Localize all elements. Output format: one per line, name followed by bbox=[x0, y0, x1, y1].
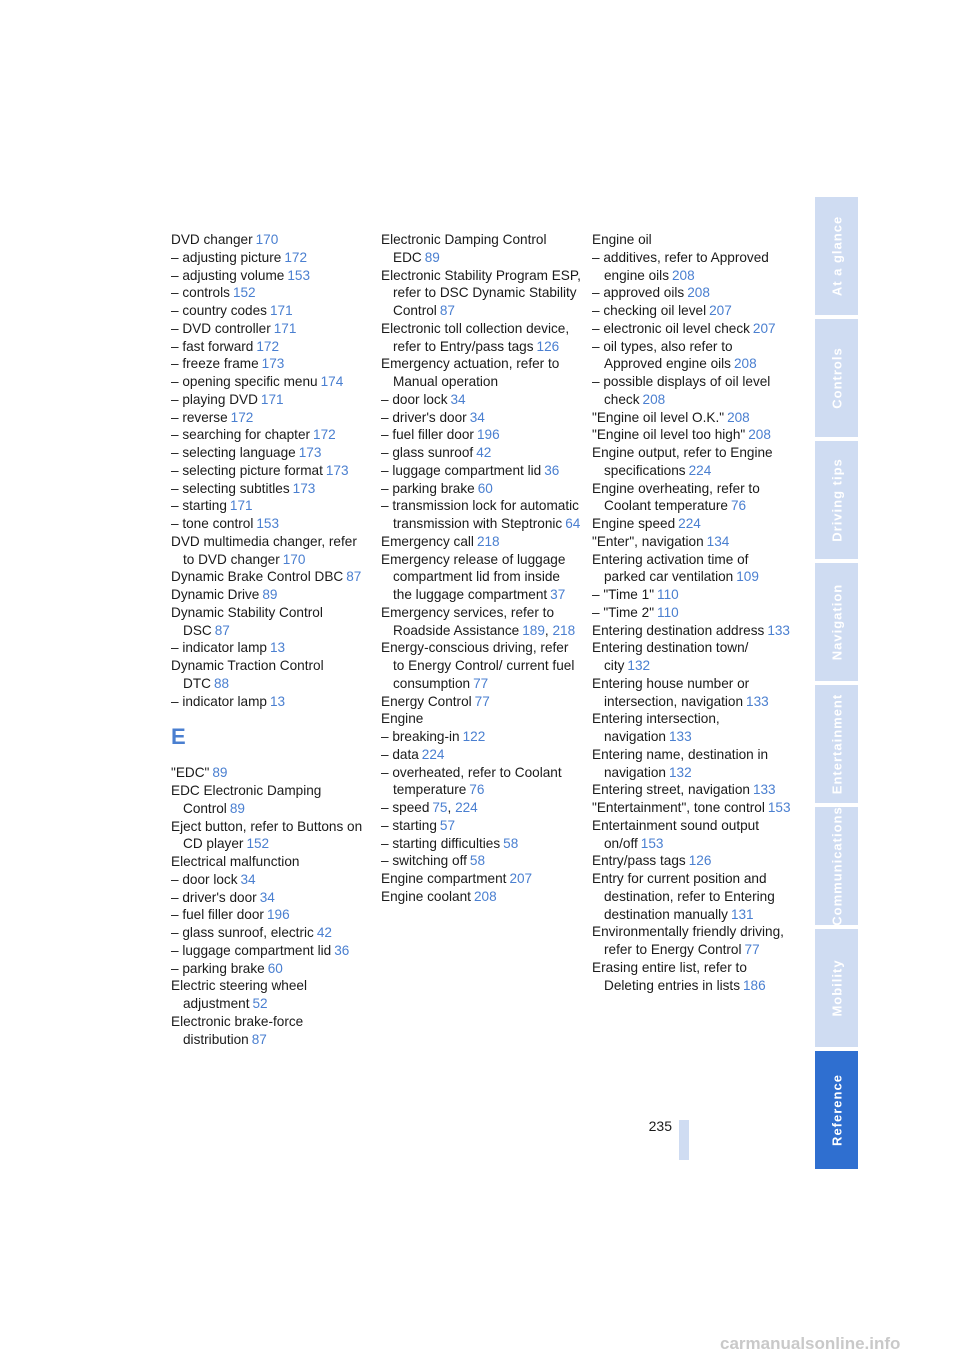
index-entry bbox=[171, 871, 371, 889]
entry-text: – switching off bbox=[381, 853, 467, 869]
entry-text: Electronic Stability Program ESP, refer to DSC Dynamic Stability Control bbox=[381, 267, 581, 318]
entry-text: – oil types, also refer to Approved engine oils bbox=[592, 338, 733, 372]
index-entry bbox=[592, 426, 792, 444]
page-reference-link[interactable]: 207 bbox=[509, 871, 533, 886]
entry-text: – selecting subtitles bbox=[171, 480, 290, 496]
page-reference-link[interactable]: 153 bbox=[640, 835, 664, 851]
page-reference-link[interactable]: 131 bbox=[730, 906, 754, 922]
index-entry bbox=[592, 586, 792, 604]
entry-text: – DVD controller bbox=[171, 320, 271, 336]
page-reference-link[interactable]: 75 bbox=[432, 800, 448, 815]
index-entry bbox=[171, 977, 371, 1013]
entry-text: EDC Electronic Damping Control bbox=[171, 783, 322, 816]
page-reference-link[interactable]: 153 bbox=[767, 800, 791, 815]
entry-text: – glass sunroof, electric bbox=[171, 925, 314, 940]
entry-text: – door lock bbox=[171, 871, 238, 887]
sidebar-tab-reference[interactable] bbox=[815, 1051, 858, 1169]
entry-text: Electronic brake-force distribution bbox=[171, 1013, 304, 1047]
index-entry bbox=[592, 551, 792, 587]
page-reference-link[interactable]: 171 bbox=[273, 320, 297, 336]
index-entry bbox=[171, 764, 371, 782]
index-entry bbox=[592, 231, 792, 249]
entry-text: DVD multimedia changer, refer to DVD changer bbox=[171, 533, 357, 567]
sidebar-tab-at-a-glance[interactable] bbox=[815, 197, 858, 315]
entry-text: – searching for chapter bbox=[171, 427, 311, 443]
index-entry bbox=[171, 942, 371, 960]
entry-text: – fuel filler door bbox=[171, 907, 264, 923]
page-reference-link[interactable]: 208 bbox=[733, 356, 757, 372]
entry-text: Emergency call bbox=[381, 533, 474, 549]
entry-text: "Entertainment", tone control bbox=[592, 800, 765, 815]
entry-text: – breaking-in bbox=[381, 729, 460, 744]
entry-text: Emergency services, refer to Roadside Assistance bbox=[381, 604, 555, 638]
page-reference-link[interactable]: 110 bbox=[657, 604, 679, 620]
sidebar-tab-label: Entertainment bbox=[829, 693, 844, 795]
index-entry bbox=[381, 267, 581, 320]
page-reference-link[interactable]: 89 bbox=[229, 800, 245, 816]
index-entry bbox=[171, 426, 371, 444]
index-entry bbox=[381, 710, 581, 728]
sidebar-tab-label: Mobility bbox=[829, 959, 844, 1017]
index-entry bbox=[171, 657, 371, 693]
index-entry bbox=[381, 604, 581, 640]
entry-text: – fuel filler door bbox=[381, 427, 474, 443]
entry-text: – opening specific menu bbox=[171, 374, 318, 389]
entry-text: – additives, refer to Approved engine oils bbox=[592, 249, 769, 283]
entry-text: Emergency release of luggage compartment lid from inside the luggage compartment bbox=[381, 551, 566, 602]
entry-text: Entering name, destination in navigation bbox=[592, 746, 769, 780]
entry-text: "Enter", navigation bbox=[592, 533, 704, 549]
page-reference-link[interactable]: 77 bbox=[744, 942, 760, 957]
page-reference-link[interactable]: 89 bbox=[424, 249, 440, 265]
entry-text: Energy-conscious driving, refer to Energy Control/ current fuel consumption bbox=[381, 640, 575, 691]
page-reference-link[interactable]: 13 bbox=[269, 693, 286, 709]
page-reference-link[interactable]: 34 bbox=[469, 409, 485, 425]
page-reference-link[interactable]: 88 bbox=[213, 675, 230, 691]
index-entry bbox=[171, 231, 371, 249]
entry-text: – fast forward bbox=[171, 338, 254, 354]
page-reference-link[interactable]: 224 bbox=[678, 516, 701, 531]
index-entry bbox=[592, 781, 792, 799]
page-reference-link[interactable]: 60 bbox=[267, 960, 283, 976]
entry-text: – checking oil level bbox=[592, 303, 707, 318]
index-entry bbox=[171, 818, 371, 854]
sidebar-tab-navigation[interactable] bbox=[815, 563, 858, 681]
page-reference-link[interactable]: 196 bbox=[266, 907, 290, 923]
page-reference-link[interactable]: 134 bbox=[706, 533, 730, 549]
page-reference-link[interactable]: 189 bbox=[522, 622, 545, 638]
page-separator: , bbox=[544, 622, 553, 638]
page-reference-link[interactable]: 170 bbox=[255, 232, 279, 247]
index-entry bbox=[171, 497, 371, 515]
page-reference-link[interactable]: 171 bbox=[269, 303, 293, 318]
index-entry bbox=[592, 852, 792, 870]
entry-text: – luggage compartment lid bbox=[381, 462, 542, 478]
index-entry bbox=[171, 355, 371, 373]
page-reference-link[interactable]: 218 bbox=[552, 622, 576, 638]
index-entry bbox=[381, 835, 581, 853]
page-reference-link[interactable]: 172 bbox=[230, 409, 254, 425]
entry-text: Dynamic Traction Control DTC bbox=[171, 658, 324, 691]
entry-text: – door lock bbox=[381, 391, 448, 407]
entry-text: Engine coolant bbox=[381, 888, 471, 904]
index-entry bbox=[171, 782, 371, 818]
page-reference-link[interactable]: 57 bbox=[439, 817, 456, 833]
index-entry bbox=[171, 249, 371, 267]
page-reference-link[interactable]: 52 bbox=[252, 996, 268, 1011]
page-reference-link[interactable]: 36 bbox=[544, 462, 560, 478]
page-reference-link[interactable]: 208 bbox=[748, 427, 771, 443]
page-reference-link[interactable]: 87 bbox=[346, 569, 362, 585]
page-reference-link[interactable]: 208 bbox=[642, 391, 666, 407]
page-reference-link[interactable]: 110 bbox=[657, 587, 679, 602]
index-entry bbox=[171, 906, 371, 924]
page-reference-link[interactable]: 207 bbox=[752, 320, 776, 336]
page-reference-link[interactable]: 224 bbox=[688, 462, 712, 478]
page-reference-link[interactable]: 42 bbox=[316, 925, 332, 940]
index-entry bbox=[171, 693, 371, 711]
index-entry bbox=[381, 746, 581, 764]
index-entry bbox=[171, 444, 371, 462]
index-entry bbox=[171, 302, 371, 320]
sidebar-tab-communications[interactable] bbox=[815, 807, 858, 925]
page-reference-link[interactable]: 173 bbox=[261, 356, 285, 372]
entry-text: Entertainment sound output on/off bbox=[592, 817, 760, 851]
entry-text: Engine overheating, refer to Coolant temperature bbox=[592, 480, 760, 514]
index-entry bbox=[171, 853, 371, 871]
entry-text: Electronic Damping Control EDC bbox=[381, 232, 547, 265]
page-reference-link[interactable]: 13 bbox=[269, 640, 286, 656]
index-entry bbox=[592, 320, 792, 338]
page-reference-link[interactable]: 171 bbox=[260, 391, 284, 407]
page-reference-link[interactable]: 87 bbox=[439, 303, 455, 318]
entry-text: Engine oil bbox=[592, 232, 652, 247]
entry-text: Entry/pass tags bbox=[592, 853, 686, 869]
page-reference-link[interactable]: 133 bbox=[767, 622, 790, 638]
index-entry bbox=[381, 870, 581, 888]
index-entry bbox=[381, 817, 581, 835]
page-reference-link[interactable]: 60 bbox=[477, 480, 493, 496]
entry-text: – tone control bbox=[171, 516, 254, 531]
index-entry bbox=[171, 604, 371, 640]
entry-text: – starting bbox=[381, 817, 437, 833]
sidebar-tab-entertainment[interactable] bbox=[815, 685, 858, 803]
index-entry bbox=[381, 231, 581, 267]
entry-text: – driver's door bbox=[381, 409, 467, 425]
entry-text: – starting bbox=[171, 498, 227, 514]
page-reference-link[interactable]: 172 bbox=[313, 427, 336, 443]
entry-text: "EDC" bbox=[171, 765, 210, 781]
entry-text: DVD changer bbox=[171, 232, 253, 247]
index-entry bbox=[592, 409, 792, 427]
index-entry bbox=[592, 302, 792, 320]
index-entry bbox=[171, 284, 371, 302]
index-column-1 bbox=[171, 231, 371, 1048]
index-entry bbox=[171, 480, 371, 498]
sidebar-tab-label: Reference bbox=[829, 1074, 844, 1146]
entry-text: – overheated, refer to Coolant temperature bbox=[381, 764, 562, 798]
entry-text: – adjusting volume bbox=[171, 267, 285, 283]
page-reference-link[interactable]: 152 bbox=[232, 285, 256, 301]
index-entry bbox=[171, 889, 371, 907]
index-entry bbox=[592, 675, 792, 711]
page-reference-link[interactable]: 77 bbox=[473, 675, 489, 691]
entry-text: – driver's door bbox=[171, 889, 257, 905]
sidebar-tab-driving-tips[interactable] bbox=[815, 441, 858, 559]
index-entry bbox=[592, 284, 792, 302]
entry-text: – luggage compartment lid bbox=[171, 942, 332, 958]
entry-text: – approved oils bbox=[592, 285, 685, 301]
index-entry bbox=[592, 338, 792, 374]
index-entry bbox=[592, 639, 792, 675]
page-reference-link[interactable]: 89 bbox=[212, 765, 228, 781]
entry-text: Emergency actuation, refer to Manual operation bbox=[381, 356, 560, 389]
sidebar-tab-label: Communications bbox=[829, 806, 844, 926]
entry-text: Engine output, refer to Engine specifications bbox=[592, 445, 773, 478]
index-entry bbox=[592, 923, 792, 959]
page-reference-link[interactable]: 133 bbox=[746, 693, 769, 709]
page-reference-link[interactable]: 186 bbox=[743, 977, 766, 993]
page-reference-link[interactable]: 89 bbox=[262, 587, 278, 602]
entry-text: Engine compartment bbox=[381, 871, 507, 886]
page-reference-link[interactable]: 173 bbox=[325, 462, 349, 478]
entry-text: – selecting language bbox=[171, 445, 296, 460]
index-entry bbox=[171, 338, 371, 356]
page-reference-link[interactable]: 208 bbox=[672, 267, 695, 283]
entry-text: Entry for current position and destination, refer to Entering destination manually bbox=[592, 871, 775, 922]
index-entry bbox=[381, 355, 581, 391]
index-entry bbox=[171, 1013, 371, 1049]
entry-text: – possible displays of oil level check bbox=[592, 374, 771, 407]
page-reference-link[interactable]: 174 bbox=[320, 374, 344, 389]
entry-text: – reverse bbox=[171, 409, 228, 425]
index-entry bbox=[171, 533, 371, 569]
sidebar-tab-label: Controls bbox=[829, 347, 844, 409]
index-entry bbox=[592, 604, 792, 622]
entry-text: Entering destination town/ city bbox=[592, 640, 749, 673]
index-entry bbox=[381, 551, 581, 604]
entry-text: Entering activation time of parked car ventilation bbox=[592, 551, 749, 585]
index-entry bbox=[592, 373, 792, 409]
index-entry bbox=[381, 639, 581, 692]
page-reference-link[interactable]: 132 bbox=[668, 764, 692, 780]
entry-text: Entering house number or intersection, navigation bbox=[592, 675, 750, 709]
entry-text: – parking brake bbox=[381, 480, 475, 496]
page-reference-link[interactable]: 36 bbox=[334, 942, 350, 958]
index-entry bbox=[381, 462, 581, 480]
entry-text: Electrical malfunction bbox=[171, 854, 300, 869]
page-reference-link[interactable]: 133 bbox=[668, 729, 692, 744]
index-entry bbox=[592, 480, 792, 516]
index-entry bbox=[592, 622, 792, 640]
index-entry bbox=[171, 960, 371, 978]
index-entry bbox=[171, 515, 371, 533]
entry-text: Eject button, refer to Buttons on CD player bbox=[171, 818, 363, 852]
page-reference-link[interactable]: 170 bbox=[282, 551, 306, 567]
page-reference-link[interactable]: 132 bbox=[627, 658, 651, 673]
index-entry bbox=[592, 249, 792, 285]
footer-watermark: carmanualsonline.info bbox=[720, 1334, 901, 1353]
page-reference-link[interactable]: 87 bbox=[214, 622, 230, 638]
entry-text: – data bbox=[381, 746, 419, 762]
page-reference-link[interactable]: 153 bbox=[287, 267, 311, 283]
page-reference-link[interactable]: 224 bbox=[455, 800, 478, 815]
index-entry bbox=[381, 764, 581, 800]
index-entry bbox=[381, 320, 581, 356]
entry-text: – adjusting picture bbox=[171, 249, 282, 265]
index-entry bbox=[381, 799, 581, 817]
page-reference-link[interactable]: 58 bbox=[503, 835, 519, 851]
entry-text: – parking brake bbox=[171, 960, 265, 976]
page-number: 235 bbox=[648, 1118, 672, 1134]
page-reference-link[interactable]: 77 bbox=[474, 693, 490, 709]
entry-text: Engine bbox=[381, 711, 424, 727]
entry-text: – "Time 2" bbox=[592, 604, 655, 620]
entry-text: – transmission lock for automatic transmission with Steptronic bbox=[381, 498, 579, 531]
entry-text: Erasing entire list, refer to Deleting entries in lists bbox=[592, 959, 747, 993]
entry-text: "Engine oil level too high" bbox=[592, 427, 746, 443]
index-entry bbox=[592, 870, 792, 923]
page-reference-link[interactable]: 76 bbox=[469, 782, 485, 798]
index-entry bbox=[171, 409, 371, 427]
index-entry bbox=[171, 639, 371, 657]
index-entry bbox=[592, 817, 792, 853]
index-entry bbox=[381, 728, 581, 746]
page-reference-link[interactable]: 76 bbox=[730, 498, 747, 514]
page-reference-link[interactable]: 87 bbox=[251, 1031, 267, 1047]
index-entry bbox=[171, 320, 371, 338]
page-reference-link[interactable]: 173 bbox=[292, 480, 316, 496]
index-entry bbox=[171, 267, 371, 285]
page-reference-link[interactable]: 208 bbox=[473, 888, 497, 904]
entry-text: – speed bbox=[381, 800, 430, 815]
page-reference-link[interactable]: 208 bbox=[687, 285, 710, 301]
page-reference-link[interactable]: 196 bbox=[476, 427, 500, 443]
page-reference-link[interactable]: 153 bbox=[256, 516, 280, 531]
index-entry bbox=[171, 373, 371, 391]
sidebar-tab-mobility[interactable] bbox=[815, 929, 858, 1047]
entry-text: Entering intersection, navigation bbox=[592, 711, 720, 744]
index-entry bbox=[171, 391, 371, 409]
entry-text: – starting difficulties bbox=[381, 835, 501, 851]
index-entry bbox=[592, 515, 792, 533]
index-entry bbox=[592, 746, 792, 782]
sidebar-tab-label: Navigation bbox=[829, 583, 844, 661]
page-reference-link[interactable]: 37 bbox=[550, 587, 566, 602]
sidebar-tab-label: At a glance bbox=[829, 215, 844, 297]
page-reference-link[interactable]: 171 bbox=[229, 498, 253, 514]
entry-text: Energy Control bbox=[381, 693, 472, 709]
index-entry bbox=[381, 480, 581, 498]
page-reference-link[interactable]: 218 bbox=[476, 533, 500, 549]
index-entry bbox=[381, 444, 581, 462]
chapter-sidebar bbox=[815, 197, 858, 1173]
index-entry bbox=[381, 391, 581, 409]
index-entry bbox=[171, 924, 371, 942]
index-entry bbox=[381, 533, 581, 551]
index-entry bbox=[171, 568, 371, 586]
sidebar-tab-controls[interactable] bbox=[815, 319, 858, 437]
index-entry bbox=[381, 888, 581, 906]
entry-text: Dynamic Brake Control DBC bbox=[171, 569, 344, 585]
entry-text: – electronic oil level check bbox=[592, 320, 750, 336]
entry-text: – controls bbox=[171, 285, 230, 301]
page-reference-link[interactable]: 122 bbox=[462, 729, 486, 744]
section-letter: E bbox=[171, 724, 186, 750]
entry-text: – selecting picture format bbox=[171, 462, 323, 478]
entry-text: Dynamic Stability Control DSC bbox=[171, 604, 323, 638]
index-entry bbox=[381, 409, 581, 427]
entry-text: Environmentally friendly driving, refer to Energy Control bbox=[592, 924, 784, 957]
page-reference-link[interactable]: 64 bbox=[565, 516, 581, 531]
entry-text: – indicator lamp bbox=[171, 693, 267, 709]
page-reference-link[interactable]: 34 bbox=[240, 871, 256, 887]
page-reference-link[interactable]: 172 bbox=[256, 338, 280, 354]
page-reference-link[interactable]: 224 bbox=[421, 746, 445, 762]
page-reference-link[interactable]: 109 bbox=[736, 569, 759, 585]
index-entry bbox=[381, 497, 581, 533]
page-reference-link[interactable]: 133 bbox=[752, 782, 776, 798]
page-reference-link[interactable]: 152 bbox=[246, 836, 270, 852]
entry-text: Dynamic Drive bbox=[171, 587, 260, 602]
index-entry bbox=[171, 586, 371, 604]
sidebar-tab-label: Driving tips bbox=[829, 458, 844, 542]
entry-text: – freeze frame bbox=[171, 356, 259, 372]
page-reference-link[interactable]: 207 bbox=[709, 303, 732, 318]
page-reference-link[interactable]: 42 bbox=[476, 445, 492, 460]
page-reference-link[interactable]: 126 bbox=[536, 338, 560, 354]
index-entry bbox=[592, 533, 792, 551]
entry-text: Entering destination address bbox=[592, 622, 765, 638]
page-reference-link[interactable]: 34 bbox=[259, 889, 275, 905]
entry-text: – "Time 1" bbox=[592, 587, 655, 602]
entry-text: "Engine oil level O.K." bbox=[592, 409, 725, 425]
page-reference-link[interactable]: 58 bbox=[469, 853, 486, 869]
page-separator: , bbox=[447, 800, 456, 815]
entry-text: Electronic toll collection device, refer to Entry/pass tags bbox=[381, 320, 570, 354]
index-column-2 bbox=[381, 231, 581, 906]
page-reference-link[interactable]: 208 bbox=[727, 409, 750, 425]
page-reference-link[interactable]: 173 bbox=[298, 445, 322, 460]
page-reference-link[interactable]: 34 bbox=[450, 391, 466, 407]
entry-text: – country codes bbox=[171, 303, 267, 318]
entry-text: – indicator lamp bbox=[171, 640, 267, 656]
entry-text: Engine speed bbox=[592, 516, 676, 531]
index-entry bbox=[381, 852, 581, 870]
entry-text: Electric steering wheel adjustment bbox=[171, 978, 307, 1011]
index-entry bbox=[381, 426, 581, 444]
index-entry bbox=[592, 710, 792, 746]
entry-text: – playing DVD bbox=[171, 391, 258, 407]
page-reference-link[interactable]: 126 bbox=[688, 853, 712, 869]
index-entry bbox=[592, 959, 792, 995]
entry-text: Entering street, navigation bbox=[592, 782, 750, 798]
index-entry bbox=[171, 462, 371, 480]
entry-text: – glass sunroof bbox=[381, 445, 474, 460]
index-entry bbox=[592, 444, 792, 480]
index-column-3 bbox=[592, 231, 792, 994]
index-entry bbox=[381, 693, 581, 711]
page-number-bar bbox=[679, 1120, 689, 1160]
page-reference-link[interactable]: 172 bbox=[284, 249, 308, 265]
index-entry bbox=[592, 799, 792, 817]
